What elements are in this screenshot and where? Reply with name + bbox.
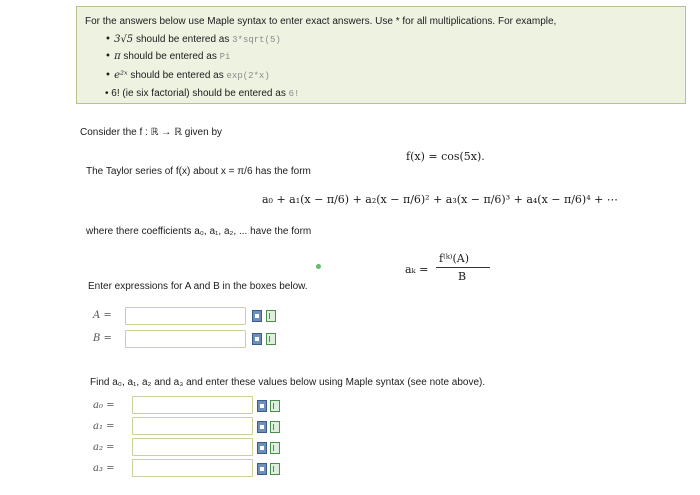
coeff-formula-denominator: B xyxy=(458,270,467,283)
input-a3[interactable] xyxy=(132,459,253,477)
taylor-series: a₀ + a₁(x − π/6) + a₂(x − π/6)² + a₃(x − π/6)³ + a₄(x − π/6)⁴ + ⋯ xyxy=(262,193,618,206)
help-icon[interactable] xyxy=(270,442,280,454)
preview-icon[interactable] xyxy=(252,333,262,345)
preview-icon[interactable] xyxy=(257,400,267,412)
fraction-bar xyxy=(436,267,490,268)
instructions-box xyxy=(76,6,686,104)
example-code: 3*sqrt(5) xyxy=(232,35,281,45)
example-sqrt xyxy=(105,34,281,45)
label-B: B = xyxy=(93,333,112,344)
label-A: A = xyxy=(93,310,112,321)
help-icon[interactable] xyxy=(270,463,280,475)
label-a1: a₁ = xyxy=(93,421,115,432)
label-a3: a₃ = xyxy=(93,463,115,474)
coeff-formula-lhs: aₖ = xyxy=(405,263,429,276)
input-a2[interactable] xyxy=(132,438,253,456)
example-math: • e²ˣ xyxy=(105,70,128,81)
example-code: exp(2*x) xyxy=(226,71,270,81)
instructions-intro: For the answers below use Maple syntax to enter exact answers. Use * for all multiplications. For example, xyxy=(85,16,557,27)
status-dot xyxy=(316,264,321,269)
help-icon[interactable] xyxy=(270,400,280,412)
help-icon[interactable] xyxy=(270,421,280,433)
example-math: • 6! (ie six factorial) xyxy=(105,88,190,99)
example-code: 6! xyxy=(288,89,300,99)
example-text: should be entered as xyxy=(120,51,220,62)
preview-icon[interactable] xyxy=(252,310,262,322)
coeff-formula-numerator: f⁽ᵏ⁾(A) xyxy=(439,252,470,265)
example-pi xyxy=(105,51,230,62)
preview-icon[interactable] xyxy=(257,421,267,433)
help-icon[interactable] xyxy=(266,310,276,322)
enter-prompt: Enter expressions for A and B in the boxes below. xyxy=(88,281,308,292)
input-a0[interactable] xyxy=(132,396,253,414)
example-exp xyxy=(105,70,270,81)
input-B[interactable] xyxy=(125,330,246,348)
example-text: should be entered as xyxy=(189,88,289,99)
example-text: should be entered as xyxy=(127,70,227,81)
preview-icon[interactable] xyxy=(257,442,267,454)
example-text: should be entered as xyxy=(133,34,233,45)
example-code: Pi xyxy=(219,52,231,62)
example-math: • 3√5 xyxy=(105,34,134,45)
label-a2: a₂ = xyxy=(93,442,115,453)
preview-icon[interactable] xyxy=(257,463,267,475)
function-definition: f(x) = cos(5x). xyxy=(406,150,485,163)
coefficients-intro: where there coefficients a₀, a₁, a₂, ... have the form xyxy=(86,226,312,237)
find-prompt: Find a₀, a₁, a₂ and a₃ and enter these values below using Maple syntax (see note above). xyxy=(90,377,486,388)
example-math: • π xyxy=(105,51,121,62)
input-A[interactable] xyxy=(125,307,246,325)
consider-text: Consider the f : ℝ → ℝ given by xyxy=(80,127,223,138)
label-a0: a₀ = xyxy=(93,400,115,411)
example-factorial xyxy=(105,88,299,99)
taylor-intro: The Taylor series of f(x) about x = π/6 has the form xyxy=(86,166,311,177)
input-a1[interactable] xyxy=(132,417,253,435)
help-icon[interactable] xyxy=(266,333,276,345)
